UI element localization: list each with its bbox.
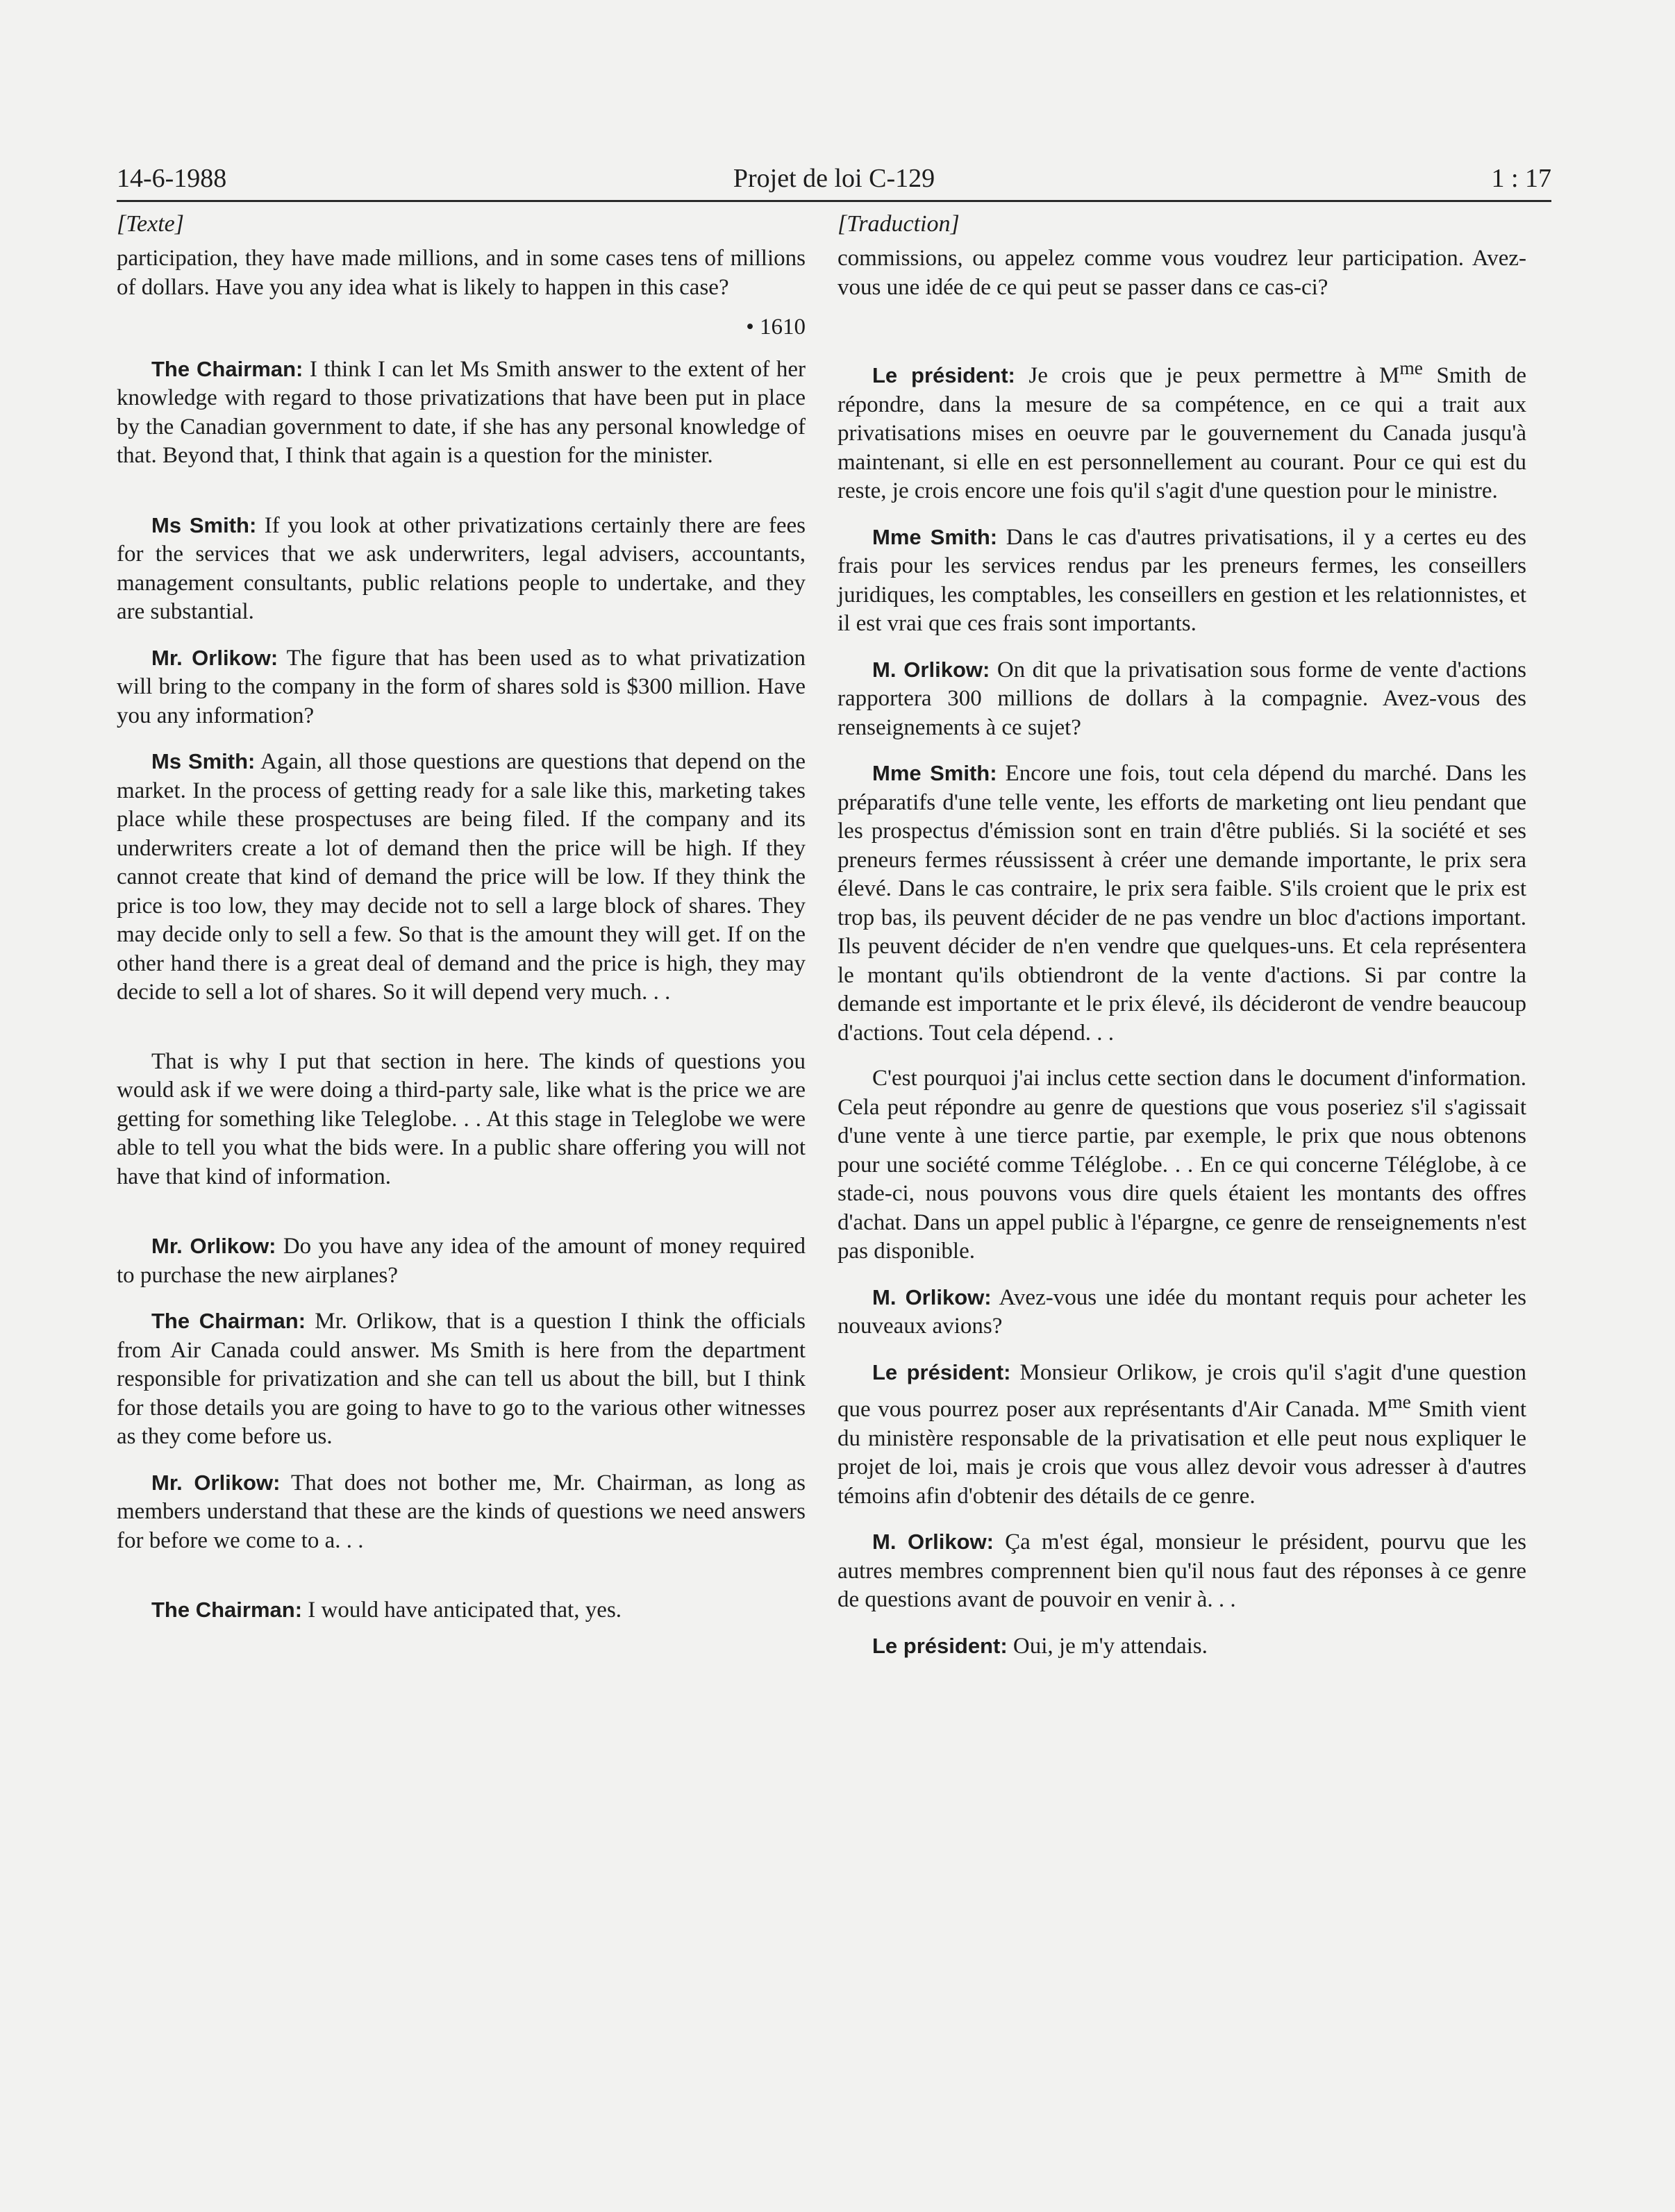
speaker-name: Le président: xyxy=(872,1359,1011,1384)
sitting-date: 14-6-1988 xyxy=(117,164,227,193)
speech-text: The figure that has been used as to what privatization will bring to the company in the form of shares sold is $300 million. Have you any information? xyxy=(117,645,806,728)
speech-text: I would have anticipated that, yes. xyxy=(302,1598,622,1623)
speaker-name: M. Orlikow: xyxy=(872,1284,992,1309)
document-title: Projet de loi C-129 xyxy=(733,164,935,193)
speech-text: I think I can let Ms Smith answer to the extent of her knowledge with regard to those privatizations that have been put in place by the Canadian government to date, if she has any personal knowledge of that. Beyond that, I think that again is a question for the minister. xyxy=(117,356,806,468)
speaker-name: Mr. Orlikow: xyxy=(151,1470,281,1495)
speech-paragraph xyxy=(838,1632,1526,1661)
timestamp: • 1610 xyxy=(746,315,806,340)
speaker-name: Mme Smith: xyxy=(872,761,997,785)
speaker-name: Le président: xyxy=(872,1633,1008,1658)
speaker-name: The Chairman: xyxy=(151,1309,306,1333)
speech-paragraph xyxy=(838,655,1526,743)
speaker-name: M. Orlikow: xyxy=(872,657,990,682)
speaker-name: The Chairman: xyxy=(151,1598,303,1622)
speaker-name: Mr. Orlikow: xyxy=(151,1234,276,1258)
speech-text: Again, all those questions are questions that depend on the market. In the process of getting ready for a sale like this, marketing takes place while these prospectuses are being filed. If the company and its underwriters create a lot of demand then the price will be high. If they cannot create that kind of demand the price will be low. If they think the price is too low, they may decide not to sell a large block of shares. They may decide only to sell a few. So that is the amount they will get. If on the other hand there is a great deal of demand and the price is high, they may decide to sell a lot of shares. So it will depend very much. . . xyxy=(117,749,806,1005)
speech-text: On dit que la privatisation sous forme de vente d'actions rapportera 300 millions de dollars à la compagnie. Avez-vous des renseignements à ce sujet? xyxy=(838,657,1526,740)
speaker-name: Le président: xyxy=(872,363,1015,387)
speech-paragraph xyxy=(838,353,1526,506)
page-header xyxy=(117,157,1551,202)
superscript: me xyxy=(1388,1391,1411,1412)
language-tag: [Traduction] xyxy=(838,211,960,237)
paragraph: That is why I put that section in here. The kinds of questions you would ask if we were doing a third-party sale, like what is the price we are getting for something like Teleglobe. . . At this stage in Teleglobe we were able to tell you what the bids were. In a public share offering you will not have that kind of information. xyxy=(117,1048,806,1189)
speech-text: Oui, je m'y attendais. xyxy=(1007,1633,1208,1659)
language-tag: [Texte] xyxy=(117,211,184,237)
speech-text: Encore une fois, tout cela dépend du marché. Dans les préparatifs d'une telle vente, les efforts de marketing ont lieu pendant que les prospectus d'émission sont en train d'être publiés. Si la société et ses preneurs fermes réussissent à créer une demande importante, le prix sera élevé. Dans le cas contraire, le prix sera faible. S'ils croient que le prix est trop bas, ils peuvent décider de ne pas vendre un bloc d'actions important. Ils peuvent décider de n'en vendre que quelques-uns. Et cela représentera le montant qu'ils obtiendront de la vente d'actions. Si par contre la demande est importante et le prix élevé, ils décideront de vendre beaucoup d'actions. Tout cela dépend. . . xyxy=(838,761,1527,1046)
speaker-name: M. Orlikow: xyxy=(872,1530,994,1554)
speech-text: Smith vient du ministère responsable de la privatisation et elle peut nous expliquer le projet de loi, mais je crois que vous allez devoir vous adresser à d'autres témoins afin d'obtenir des détails de ce genre. xyxy=(838,1397,1526,1509)
speech-paragraph xyxy=(838,1283,1526,1341)
paragraph: commissions, ou appelez comme vous voudrez leur participation. Avez-vous une idée de ce qui peut se passer dans ce cas-ci? xyxy=(838,246,1526,300)
speech-paragraph xyxy=(117,355,806,471)
speech-text: Ça m'est égal, monsieur le président, pourvu que les autres membres comprennent bien qu'il nous faut des réponses à ce genre de questions avant de pouvoir en venir à. . . xyxy=(838,1530,1526,1612)
speaker-name: The Chairman: xyxy=(151,356,303,381)
speech-paragraph xyxy=(117,1468,806,1556)
speaker-name: Mme Smith: xyxy=(872,524,998,549)
paragraph: participation, they have made millions, and in some cases tens of millions of dollars. Have you any idea what is likely to happen in this case? xyxy=(117,246,806,300)
speech-text: That does not bother me, Mr. Chairman, as long as members understand that these are the kinds of questions we need answers for before we come to a. . . xyxy=(117,1470,806,1553)
speech-paragraph xyxy=(838,759,1526,1048)
speech-paragraph xyxy=(838,1527,1526,1615)
speech-paragraph xyxy=(117,1307,806,1452)
speech-text: Monsieur Orlikow, je crois qu'il s'agit d'une question que vous pourrez poser aux représentants d'Air Canada. M xyxy=(838,1359,1526,1422)
speaker-name: Ms Smith: xyxy=(151,512,257,537)
speech-text: Do you have any idea of the amount of money required to purchase the new airplanes? xyxy=(117,1234,806,1288)
english-column xyxy=(117,208,806,2041)
speech-paragraph xyxy=(838,1358,1526,1511)
french-column xyxy=(838,208,1526,2041)
speech-paragraph xyxy=(117,747,806,1007)
speech-paragraph xyxy=(117,1595,806,1625)
speech-paragraph xyxy=(838,523,1526,639)
paragraph: C'est pourquoi j'ai inclus cette section dans le document d'information. Cela peut répondre au genre de questions que vous poseriez s'il s'agissait d'une vente à une tierce partie, par exemple, le prix que nous obtenons pour une société comme Téléglobe. . . En ce qui concerne Téléglobe, à ce stade-ci, nous pouvons vous dire quels étaient les montants des offres d'achat. Dans un appel public à l'épargne, ce genre de renseignements n'est pas disponible. xyxy=(838,1066,1526,1264)
speaker-name: Mr. Orlikow: xyxy=(151,645,278,670)
speaker-name: Ms Smith: xyxy=(151,749,256,773)
speech-text: If you look at other privatizations certainly there are fees for the services that we ask underwriters, legal advisers, accountants, management consultants, public relations people to undertake, and they are substantial. xyxy=(117,512,806,624)
speech-text: Je crois que je peux permettre à M xyxy=(1015,363,1400,388)
page-number: 1 : 17 xyxy=(1491,164,1551,193)
superscript: me xyxy=(1399,357,1423,378)
speech-paragraph xyxy=(117,511,806,627)
speech-text: Mr. Orlikow, that is a question I think the officials from Air Canada could answer. Ms Smith is here from the department responsible for privatization and she can tell us about the bill, but I think for those details you are going to have to go to the various other witnesses as they come before us. xyxy=(117,1309,806,1449)
speech-text: Smith de répondre, dans la mesure de sa compétence, en ce qui a trait aux privatisations mises en oeuvre par le gouvernement du Canada jusqu'à maintenant, si elle en est personnellement au courant. Pour ce qui est du reste, je crois encore une fois qu'il s'agit d'une question pour le ministre. xyxy=(838,363,1526,503)
speech-text: Avez-vous une idée du montant requis pour acheter les nouveaux avions? xyxy=(838,1284,1526,1339)
speech-paragraph xyxy=(117,644,806,731)
speech-text: Dans le cas d'autres privatisations, il y a certes eu des frais pour les services rendus par les preneurs fermes, les conseillers juridiques, les comptables, les conseillers en gestion et les relationnistes, et il est vrai que ces frais sont importants. xyxy=(838,524,1526,636)
speech-paragraph xyxy=(117,1232,806,1290)
